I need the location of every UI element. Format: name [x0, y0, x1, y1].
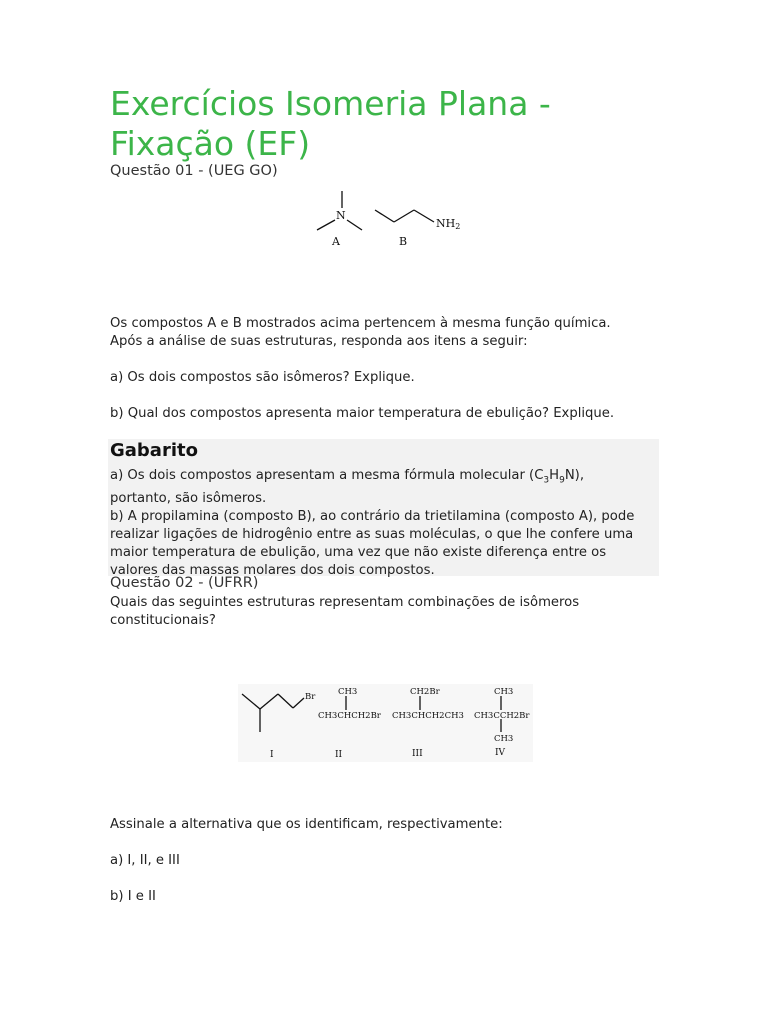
answer-key-line-1: a) Os dois compostos apresentam a mesma fórmula molecular $(C_3H_9N)$, — [110, 468, 585, 486]
compound-a-label: A — [332, 235, 340, 248]
structure-2-ch3: CH3 — [338, 687, 358, 697]
structure-2-formula: CH3CHCH2Br — [318, 711, 381, 721]
answer-key-text — [110, 467, 655, 580]
question-2-paragraph-1: Quais das seguintes estruturas representam combinações de isômeros constitucionais? — [110, 595, 580, 628]
nitrogen-label: N — [336, 209, 346, 222]
question-2-paragraph-2: Assinale a alternativa que os identificam, respectivamente: — [110, 817, 503, 832]
structure-3-formula: CH3CHCH2CH3 — [392, 711, 464, 721]
structure-2-label: II — [335, 750, 343, 760]
page-title: Exercícios Isomeria Plana - Fixação (EF) — [110, 84, 551, 163]
structure-1-label: I — [270, 750, 274, 760]
answer-key-line-2: portanto, são isômeros. — [110, 490, 267, 506]
structure-4-label: IV — [495, 748, 506, 758]
question-1-paragraph-2: Após a análise de suas estruturas, responda aos itens a seguir: — [110, 334, 528, 349]
question-1-header: Questão 01 - (UEG GO) — [110, 163, 278, 179]
structure-4-ch3-bottom: CH3 — [494, 734, 514, 744]
answer-key-title: Gabarito — [110, 440, 198, 461]
compound-b-label: B — [399, 235, 408, 248]
question-2-option-b: b) I e II — [110, 889, 156, 904]
structure-3-ch2br: CH2Br — [410, 687, 440, 697]
question-1-item-a: a) Os dois compostos são isômeros? Explique. — [110, 370, 415, 385]
question-1-structures-figure — [300, 185, 480, 260]
nh2-label: NH2 — [436, 217, 461, 231]
question-2-structures-figure — [238, 684, 533, 762]
structure-1-br: Br — [305, 692, 316, 702]
question-2-header: Questão 02 - (UFRR) — [110, 575, 259, 591]
structure-4-formula: CH3CCH2Br — [474, 711, 530, 721]
structure-4-ch3-top: CH3 — [494, 687, 514, 697]
answer-key-line-3: b) A propilamina (composto B), ao contrário da trietilamina (composto A), pode realizar ligações de hidrogênio entre as suas moléculas, o que lhe confere uma maior temperatura de ebulição, uma vez que não existe diferença entre os valores das massas molares dos dois compostos. — [110, 508, 635, 578]
question-1-paragraph-1: Os compostos A e B mostrados acima pertencem à mesma função química. — [110, 316, 611, 331]
question-2-option-a: a) I, II, e III — [110, 853, 180, 868]
question-1-item-b: b) Qual dos compostos apresenta maior temperatura de ebulição? Explique. — [110, 406, 615, 421]
structure-3-label: III — [412, 749, 423, 759]
